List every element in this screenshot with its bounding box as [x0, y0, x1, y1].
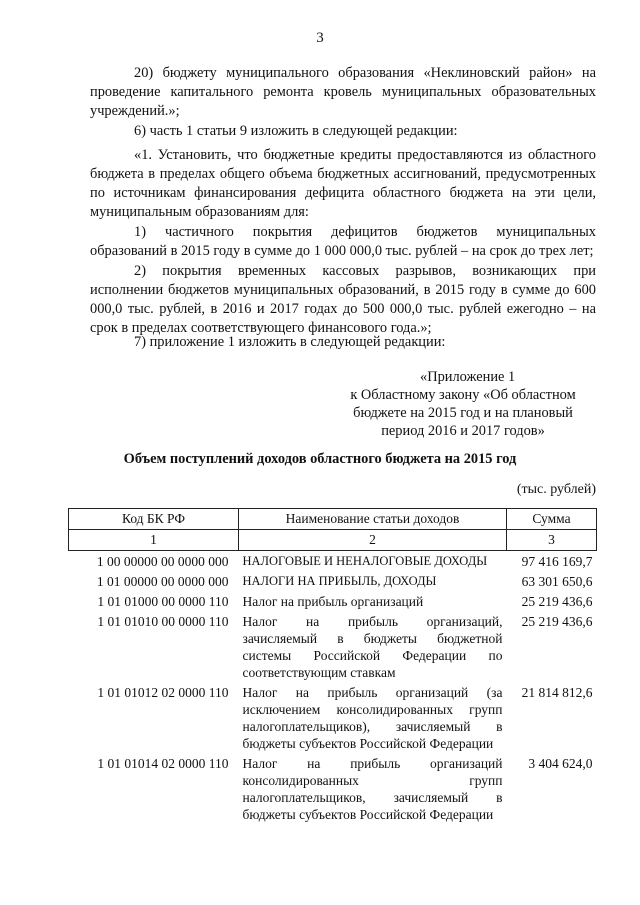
- appendix-line-4: период 2016 и 2017 годов»: [381, 423, 545, 439]
- row-amount: 25 219 436,6: [521, 614, 593, 629]
- revenue-table: [68, 508, 597, 824]
- header-amount: Сумма: [507, 509, 597, 530]
- row-amount: 21 814 812,6: [521, 685, 593, 700]
- paragraph-part7: 7) приложение 1 изложить в следующей редакции:: [134, 334, 446, 350]
- row-amount: 25 219 436,6: [521, 594, 593, 609]
- header-name: Наименование статьи доходов: [239, 509, 507, 530]
- header-num-3: 3: [507, 530, 597, 551]
- header-num-1: 1: [69, 530, 239, 551]
- table-row: [69, 682, 597, 753]
- appendix-line-2: к Областному закону «Об областном: [350, 387, 576, 403]
- table-header-row: [69, 509, 597, 530]
- row-amount: 97 416 169,7: [521, 554, 593, 569]
- table-row: [69, 551, 597, 572]
- table-row: [69, 611, 597, 682]
- appendix-line-3: бюджете на 2015 год и на плановый: [353, 405, 573, 421]
- paragraph-part6: 6) часть 1 статьи 9 изложить в следующей редакции:: [134, 123, 458, 139]
- paragraph-credits: «1. Установить, что бюджетные кредиты предоставляются из областного бюджета в пределах общего объема бюджетных ассигнований, предусмотренных по источникам финансирования дефицита областного бюджета на эти цели, муниципальным образованиям для:: [90, 147, 596, 220]
- row-amount: 63 301 650,6: [521, 574, 593, 589]
- row-name: Налог на прибыль организаций: [242, 594, 424, 609]
- row-name: Налог на прибыль организаций (за исключением консолидированных групп налогоплательщиков), зачисляемый в бюджеты субъектов Российской Федерации: [242, 685, 503, 751]
- page-number: 3: [316, 30, 324, 46]
- row-code: 1 01 00000 00 0000 000: [96, 574, 229, 589]
- row-name: Налог на прибыль организаций консолидированных групп налогоплательщиков, зачисляемый в бюджеты субъектов Российской Федерации: [242, 756, 503, 822]
- table-number-row: [69, 530, 597, 551]
- paragraph-20: 20) бюджету муниципального образования «Неклиновский район» на проведение капитального ремонта кровель муниципальных образовательных учреждений.»;: [90, 65, 596, 119]
- table-row: [69, 591, 597, 611]
- row-code: 1 01 01010 00 0000 110: [97, 614, 229, 629]
- row-code: 1 00 00000 00 0000 000: [96, 554, 229, 569]
- row-name: Налог на прибыль организаций, зачисляемый в бюджеты бюджетной системы Российской Федерации по соответствующим ставкам: [242, 614, 503, 680]
- paragraph-item1: 1) частичного покрытия дефицитов бюджетов муниципальных образований в 2015 году в сумме до 1 000 000,0 тыс. рублей – на срок до трех лет;: [90, 224, 596, 259]
- appendix-line-1: «Приложение 1: [420, 369, 516, 385]
- table-title: Объем поступлений доходов областного бюджета на 2015 год: [123, 451, 517, 467]
- table-row: [69, 753, 597, 824]
- paragraph-item2: 2) покрытия временных кассовых разрывов, возникающих при исполнении бюджетов муниципальных образований, в 2015 году в сумме до 600 000,0 тыс. рублей, в 2016 и 2017 годах до 500 000,0 тыс. рублей ежегодно – на срок в пределах соответствующего финансового года.»;: [90, 263, 596, 336]
- row-name: НАЛОГИ НА ПРИБЫЛЬ, ДОХОДЫ: [242, 574, 437, 588]
- appendix-header: [330, 368, 596, 440]
- header-num-2: 2: [239, 530, 507, 551]
- row-code: 1 01 01014 02 0000 110: [97, 756, 229, 771]
- header-code: Код БК РФ: [69, 509, 239, 530]
- row-name: НАЛОГОВЫЕ И НЕНАЛОГОВЫЕ ДОХОДЫ: [242, 554, 488, 568]
- row-amount: 3 404 624,0: [528, 756, 593, 771]
- unit-note: (тыс. рублей): [516, 482, 596, 497]
- row-code: 1 01 01012 02 0000 110: [97, 685, 229, 700]
- table-row: [69, 571, 597, 591]
- row-code: 1 01 01000 00 0000 110: [97, 594, 229, 609]
